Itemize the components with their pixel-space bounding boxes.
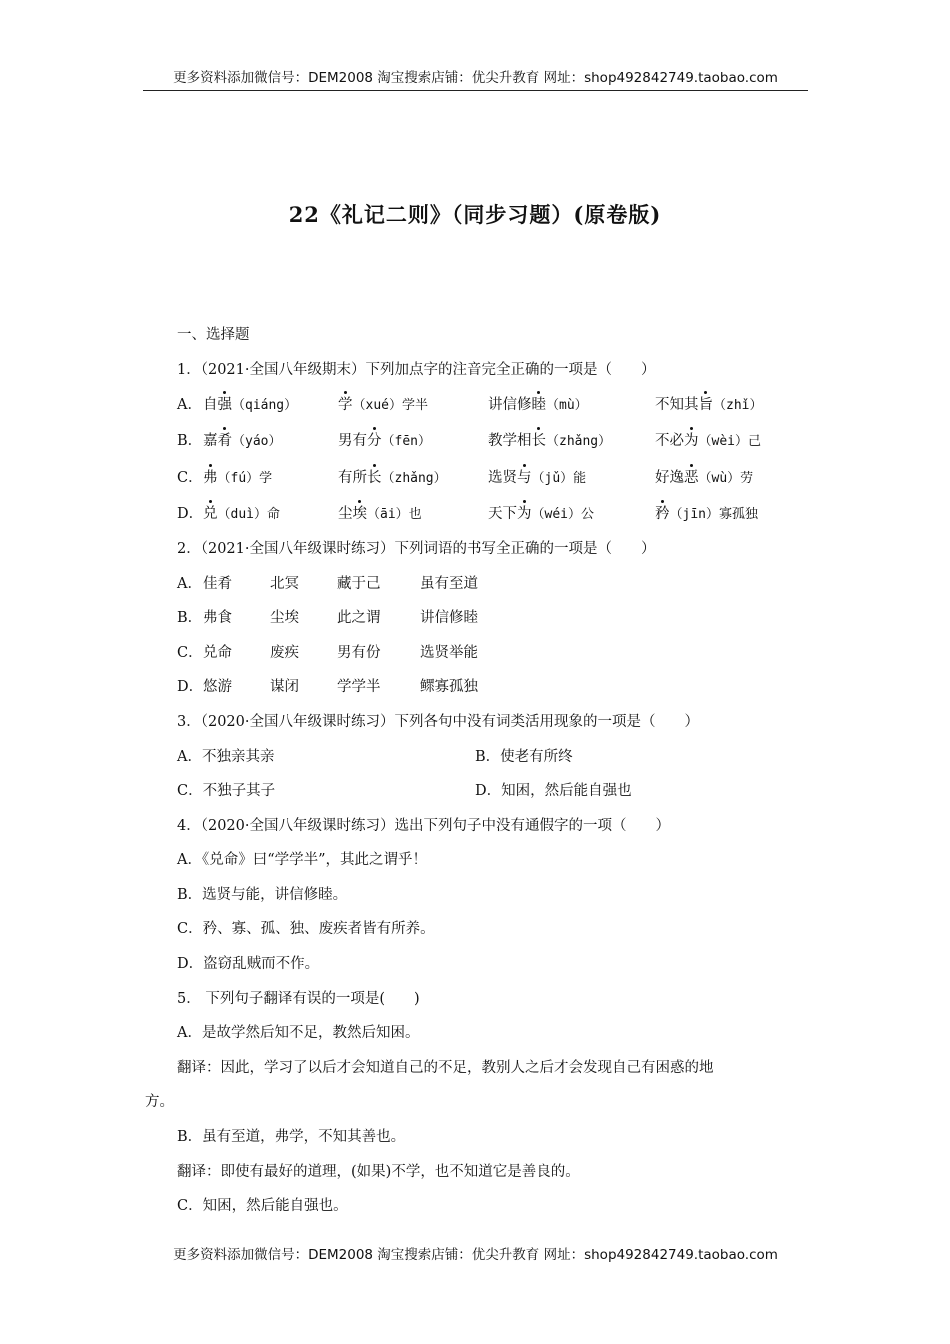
section-heading: 一、选择题 bbox=[177, 327, 250, 343]
q5-option-b: B．虽有至道，弗学，不知其善也。 bbox=[177, 1129, 406, 1146]
q1-option-row bbox=[145, 460, 805, 496]
q3-option-b: B．使老有所终 bbox=[475, 748, 573, 765]
q5-option-a: A．是故学然后知不足，教然后知困。 bbox=[177, 1025, 420, 1042]
word-text: 有所 bbox=[338, 469, 367, 486]
q1-option-row bbox=[145, 387, 805, 423]
q2-option-label: C． bbox=[177, 644, 203, 661]
q2-word: 学学半 bbox=[337, 679, 381, 696]
q1-option-row bbox=[145, 423, 805, 459]
q2-word: 兑命 bbox=[203, 644, 232, 661]
q1-pinyin-item bbox=[203, 460, 272, 497]
dotted-character: 弗 bbox=[203, 460, 218, 496]
q2-word: 男有份 bbox=[337, 644, 381, 661]
word-text: 好逸 bbox=[655, 469, 684, 486]
q2-stem: 2．（2021·全国八年级课时练习）下列词语的书写全正确的一项是（ ） bbox=[177, 540, 656, 557]
page-footer: 更多资料添加微信号：DEM2008 淘宝搜索店铺：优尖升教育 网址：shop492842749.taobao.com bbox=[173, 1247, 778, 1263]
pinyin-text: （fú）学 bbox=[217, 470, 273, 486]
pinyin-text: （wèi）己 bbox=[698, 434, 761, 450]
pinyin-text: （āi）也 bbox=[367, 506, 422, 522]
word-text: 不知其 bbox=[655, 397, 699, 414]
q1-pinyin-item bbox=[655, 423, 761, 460]
dotted-character: 长 bbox=[367, 460, 382, 496]
q2-word: 虽有至道 bbox=[420, 575, 478, 592]
pinyin-text: （fēn） bbox=[381, 434, 431, 450]
q2-option-row bbox=[145, 601, 805, 636]
pinyin-text: （mù） bbox=[546, 398, 588, 414]
q1-pinyin-item bbox=[488, 460, 586, 497]
q1-pinyin-item bbox=[203, 423, 281, 460]
q5-option-a-translation-cont: 方。 bbox=[145, 1094, 174, 1111]
q4-option-b: B．选贤与能，讲信修睦。 bbox=[177, 886, 348, 903]
dotted-character: 旨 bbox=[699, 387, 714, 423]
q3-stem: 3．（2020·全国八年级课时练习）下列各句中没有词类活用现象的一项是（ ） bbox=[177, 713, 699, 730]
dotted-character: 学 bbox=[338, 387, 353, 423]
q1-pinyin-item bbox=[203, 387, 297, 424]
pinyin-text: （zhǐ） bbox=[713, 398, 763, 414]
q4-stem: 4．（2020·全国八年级课时练习）选出下列句子中没有通假字的一项（ ） bbox=[177, 817, 670, 834]
q2-word: 佳肴 bbox=[203, 575, 232, 592]
q3-option-d: D．知困，然后能自强也 bbox=[475, 783, 632, 800]
q2-word: 悠游 bbox=[203, 679, 232, 696]
dotted-character: 恶 bbox=[684, 460, 699, 496]
q1-stem: 1．（2021·全国八年级期末）下列加点字的注音完全正确的一项是（ ） bbox=[177, 361, 656, 378]
dotted-character: 矜 bbox=[655, 496, 670, 532]
q1-pinyin-item bbox=[338, 423, 431, 460]
dotted-character: 为 bbox=[684, 423, 699, 459]
q1-option-label: C． bbox=[177, 469, 203, 486]
q2-option-label: A． bbox=[177, 575, 202, 592]
q2-word: 此之谓 bbox=[337, 610, 381, 627]
q1-pinyin-item bbox=[488, 387, 588, 424]
dotted-character: 分 bbox=[367, 423, 382, 459]
word-text: 教学相 bbox=[488, 433, 532, 450]
q2-word: 废疾 bbox=[270, 644, 299, 661]
pinyin-text: （wéi）公 bbox=[531, 506, 594, 522]
pinyin-text: （wù）劳 bbox=[698, 470, 754, 486]
q1-pinyin-item bbox=[655, 387, 762, 424]
word-text: 嘉 bbox=[203, 433, 218, 450]
pinyin-text: （xué）学半 bbox=[352, 398, 428, 414]
q2-word: 尘埃 bbox=[270, 610, 299, 627]
pinyin-text: （jǔ）能 bbox=[531, 470, 587, 486]
q1-option-label: A． bbox=[177, 397, 202, 414]
q1-pinyin-item bbox=[203, 496, 280, 533]
q1-pinyin-item bbox=[338, 387, 428, 424]
q2-word: 谋闭 bbox=[270, 679, 299, 696]
pinyin-text: （jīn）寡孤独 bbox=[669, 506, 758, 522]
word-text: 尘 bbox=[338, 505, 353, 522]
q5-option-c: C．知困，然后能自强也。 bbox=[177, 1198, 348, 1215]
pinyin-text: （qiáng） bbox=[232, 398, 298, 414]
q1-pinyin-item bbox=[655, 496, 758, 533]
q1-pinyin-item bbox=[488, 496, 594, 533]
q2-word: 鳏寡孤独 bbox=[420, 679, 478, 696]
word-text: 不必 bbox=[655, 433, 684, 450]
q2-word: 讲信修睦 bbox=[420, 610, 478, 627]
q1-pinyin-item bbox=[655, 460, 753, 497]
word-text: 选贤 bbox=[488, 469, 517, 486]
q4-option-c: C．矜、寡、孤、独、废疾者皆有所养。 bbox=[177, 921, 435, 938]
q3-row-ab bbox=[145, 740, 805, 775]
dotted-character: 兑 bbox=[203, 496, 218, 532]
dotted-character: 强 bbox=[218, 387, 233, 423]
q5-option-a-translation: 翻译：因此，学习了以后才会知道自己的不足，教别人之后才会发现自己有困惑的地 bbox=[177, 1059, 714, 1076]
q3-row-cd bbox=[145, 774, 805, 809]
q2-word: 藏于己 bbox=[337, 575, 381, 592]
q4-option-d: D．盗窃乱贼而不作。 bbox=[177, 956, 320, 973]
word-text: 讲信修 bbox=[488, 397, 532, 414]
q5-option-b-translation: 翻译：即使有最好的道理，(如果)不学，也不知道它是善良的。 bbox=[177, 1163, 580, 1180]
q1-option-row bbox=[145, 496, 805, 532]
page-title: 22《礼记二则》（同步习题）(原卷版) bbox=[288, 202, 662, 227]
q2-word: 北冥 bbox=[270, 575, 299, 592]
pinyin-text: （duì）命 bbox=[217, 506, 280, 522]
word-text: 天下 bbox=[488, 505, 517, 522]
q2-option-label: B． bbox=[177, 610, 203, 627]
pinyin-text: （zhǎng） bbox=[546, 434, 612, 450]
q4-option-a: A．《兑命》曰“学学半”，其此之谓乎！ bbox=[177, 852, 428, 869]
q1-pinyin-item bbox=[338, 496, 422, 533]
dotted-character: 睦 bbox=[532, 387, 547, 423]
document-body bbox=[145, 318, 805, 1224]
dotted-character: 为 bbox=[517, 496, 532, 532]
q1-option-label: B． bbox=[177, 433, 203, 450]
pinyin-text: （zhǎng） bbox=[381, 470, 447, 486]
dotted-character: 长 bbox=[532, 423, 547, 459]
q1-pinyin-item bbox=[338, 460, 447, 497]
word-text: 男有 bbox=[338, 433, 367, 450]
q2-option-row bbox=[145, 636, 805, 671]
q2-option-row bbox=[145, 670, 805, 705]
word-text: 自 bbox=[203, 397, 218, 414]
dotted-character: 与 bbox=[517, 460, 532, 496]
q3-option-a: A．不独亲其亲 bbox=[177, 748, 275, 765]
q2-word: 选贤举能 bbox=[420, 644, 478, 661]
q1-pinyin-item bbox=[488, 423, 611, 460]
page-header: 更多资料添加微信号：DEM2008 淘宝搜索店铺：优尖升教育 网址：shop492842749.taobao.com bbox=[143, 68, 808, 91]
q2-word: 弗食 bbox=[203, 610, 232, 627]
dotted-character: 埃 bbox=[353, 496, 368, 532]
dotted-character: 肴 bbox=[218, 423, 233, 459]
q2-option-row bbox=[145, 567, 805, 602]
q2-option-label: D． bbox=[177, 679, 204, 696]
q1-option-label: D． bbox=[177, 505, 204, 522]
pinyin-text: （yáo） bbox=[232, 434, 282, 450]
q3-option-c: C．不独子其子 bbox=[177, 783, 276, 800]
q5-stem: 5． 下列句子翻译有误的一项是( ) bbox=[177, 990, 420, 1007]
